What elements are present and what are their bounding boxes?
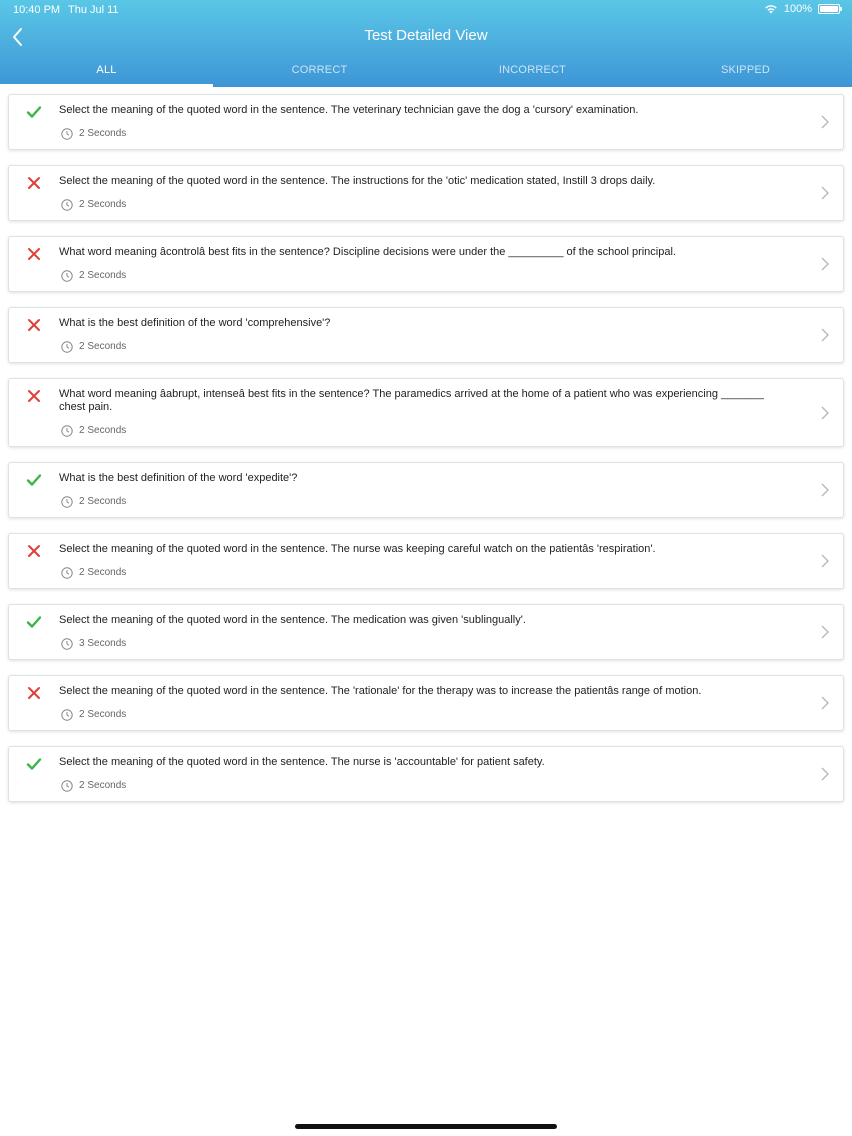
question-card[interactable]: [8, 746, 844, 802]
time-taken: 2 Seconds: [79, 270, 127, 281]
time-row: [59, 495, 793, 508]
time-row: [59, 198, 793, 211]
question-list: [8, 94, 844, 817]
chevron-right-icon: [821, 625, 829, 639]
cross-icon: [26, 686, 42, 700]
question-text: What is the best definition of the word 'comprehensive'?: [59, 317, 331, 329]
time-taken: 2 Seconds: [79, 709, 127, 720]
question-card[interactable]: [8, 236, 844, 292]
clock-icon: [61, 128, 73, 140]
cross-icon: [26, 389, 42, 403]
clock-icon: [61, 341, 73, 353]
question-card[interactable]: [8, 94, 844, 150]
question-card[interactable]: [8, 675, 844, 731]
question-text: What word meaning âcontrolâ best fits in the sentence? Discipline decisions were under the _________ of the school principal.: [59, 246, 676, 258]
status-time: 10:40 PM: [13, 4, 61, 16]
clock-icon: [61, 496, 73, 508]
home-indicator: [295, 1124, 557, 1129]
page-title: Test Detailed View: [364, 27, 488, 44]
chevron-right-icon: [821, 115, 829, 129]
header: [0, 0, 852, 87]
question-text: Select the meaning of the quoted word in the sentence. The nurse was keeping careful watch on the patientâs 'respiration'.: [59, 543, 656, 555]
time-row: [59, 637, 793, 650]
time-row: [59, 127, 793, 140]
question-card[interactable]: [8, 307, 844, 363]
time-taken: 2 Seconds: [79, 199, 127, 210]
time-row: [59, 708, 793, 721]
time-taken: 3 Seconds: [79, 638, 127, 649]
time-taken: 2 Seconds: [79, 496, 127, 507]
question-card[interactable]: [8, 378, 844, 447]
time-taken: 2 Seconds: [79, 780, 127, 791]
question-card[interactable]: [8, 533, 844, 589]
tab-incorrect[interactable]: INCORRECT: [498, 64, 567, 76]
question-text: Select the meaning of the quoted word in the sentence. The instructions for the 'otic' medication stated, Instill 3 drops daily.: [59, 175, 656, 187]
tab-bar: [0, 58, 852, 87]
wifi-icon: [764, 4, 778, 14]
time-taken: 2 Seconds: [79, 425, 127, 436]
cross-icon: [26, 176, 42, 190]
clock-icon: [61, 425, 73, 437]
question-card[interactable]: [8, 165, 844, 221]
cross-icon: [26, 318, 42, 332]
clock-icon: [61, 270, 73, 282]
tab-correct[interactable]: CORRECT: [291, 64, 348, 76]
clock-icon: [61, 638, 73, 650]
chevron-right-icon: [821, 767, 829, 781]
question-text: What word meaning âabrupt, intenseâ best fits in the sentence? The paramedics arrived at the home of a patient who was experiencing _______ chest pain.: [59, 388, 764, 413]
chevron-right-icon: [821, 406, 829, 420]
battery-percent: 100%: [783, 3, 812, 15]
chevron-right-icon: [821, 186, 829, 200]
status-date: Thu Jul 11: [68, 4, 119, 16]
clock-icon: [61, 567, 73, 579]
status-right: [764, 3, 840, 15]
time-row: [59, 779, 793, 792]
check-icon: [26, 105, 42, 119]
clock-icon: [61, 709, 73, 721]
question-text: Select the meaning of the quoted word in the sentence. The medication was given 'sublingually'.: [59, 614, 526, 626]
status-bar: [0, 0, 852, 20]
tab-all[interactable]: ALL: [0, 58, 213, 87]
time-taken: 2 Seconds: [79, 128, 127, 139]
time-row: [59, 340, 793, 353]
question-text: Select the meaning of the quoted word in the sentence. The veterinary technician gave the dog a 'cursory' examination.: [59, 104, 639, 116]
check-icon: [26, 757, 42, 771]
cross-icon: [26, 544, 42, 558]
chevron-right-icon: [821, 483, 829, 497]
time-taken: 2 Seconds: [79, 341, 127, 352]
battery-icon: [818, 4, 840, 14]
check-icon: [26, 473, 42, 487]
question-card[interactable]: [8, 604, 844, 660]
chevron-right-icon: [821, 696, 829, 710]
clock-icon: [61, 780, 73, 792]
question-text: Select the meaning of the quoted word in the sentence. The 'rationale' for the therapy was to increase the patientâs range of motion.: [59, 685, 702, 697]
question-text: What is the best definition of the word 'expedite'?: [59, 472, 298, 484]
cross-icon: [26, 247, 42, 261]
time-row: [59, 269, 793, 282]
chevron-right-icon: [821, 554, 829, 568]
time-row: [59, 566, 793, 579]
chevron-right-icon: [821, 328, 829, 342]
question-card[interactable]: [8, 462, 844, 518]
time-row: [59, 424, 793, 437]
tab-skipped[interactable]: SKIPPED: [720, 64, 771, 76]
clock-icon: [61, 199, 73, 211]
question-text: Select the meaning of the quoted word in the sentence. The nurse is 'accountable' for patient safety.: [59, 756, 545, 768]
check-icon: [26, 615, 42, 629]
chevron-right-icon: [821, 257, 829, 271]
time-taken: 2 Seconds: [79, 567, 127, 578]
